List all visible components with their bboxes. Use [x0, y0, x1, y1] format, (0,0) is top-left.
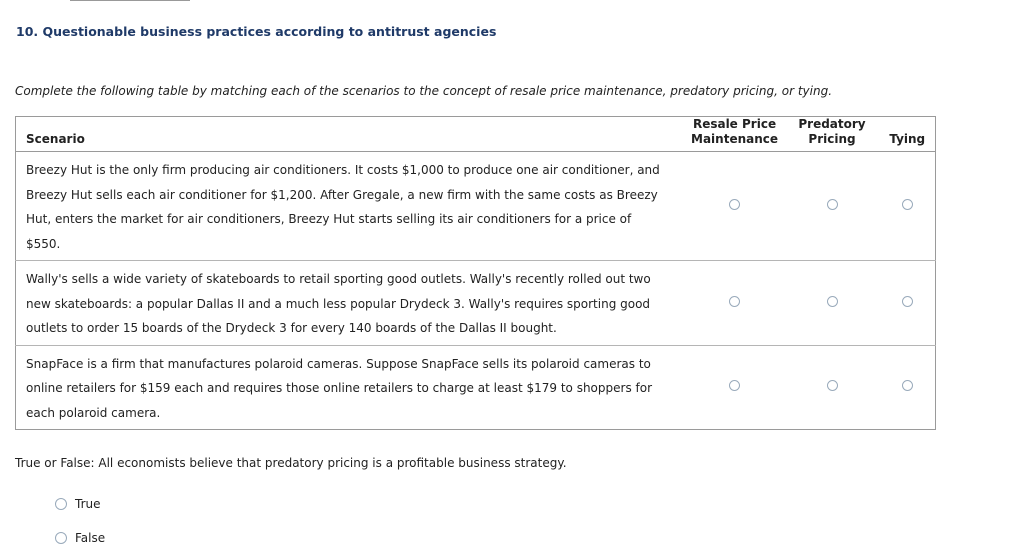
row2-rpm-radio[interactable] [729, 296, 740, 307]
row2-tying-radio[interactable] [902, 296, 913, 307]
table-row [16, 345, 936, 430]
rpm-header-line1: Resale Price [692, 117, 777, 131]
scenario-text: SnapFace is a firm that manufactures polaroid cameras. Suppose SnapFace sells its polaroid cameras to online retailers for $159 each and requires those online retailers to charge at least $179 to shoppers for each polaroid camera. [26, 356, 653, 420]
scenario-text: Wally's sells a wide variety of skateboards to retail sporting good outlets. Wally's recently rolled out two new skateboards: a popular Dallas II and a much less popular Drydeck 3. Wally's requires sporting good outlets to order 15 boards of the Drydeck 3 for every 140 boards of the Dallas II bought. [16, 261, 685, 346]
scenario-column-header: Scenario [16, 117, 685, 152]
row1-predatory-radio[interactable] [827, 199, 838, 210]
row3-tying-radio[interactable] [902, 380, 913, 391]
table-header-row [16, 117, 936, 152]
matching-table [15, 116, 936, 430]
row3-rpm-radio[interactable] [729, 380, 740, 391]
true-option[interactable] [55, 497, 101, 511]
question-title: 10. Questionable business practices according to antitrust agencies [16, 24, 497, 39]
true-label: True [75, 497, 101, 511]
true-false-question: True or False: All economists believe that predatory pricing is a profitable business strategy. [15, 456, 567, 470]
rpm-header-line2: Maintenance [691, 132, 779, 146]
row1-rpm-radio[interactable] [729, 199, 740, 210]
tying-column-header: Tying [879, 117, 935, 152]
true-radio[interactable] [55, 498, 67, 510]
table-row [16, 261, 936, 346]
rpm-column-header [685, 117, 785, 152]
top-divider [70, 0, 190, 1]
false-radio[interactable] [55, 532, 67, 544]
false-option[interactable] [55, 531, 105, 545]
row1-tying-radio[interactable] [902, 199, 913, 210]
row3-predatory-radio[interactable] [827, 380, 838, 391]
table-row [16, 152, 936, 261]
false-label: False [75, 531, 106, 545]
predatory-column-header [785, 117, 880, 152]
instructions-text: Complete the following table by matching each of the scenarios to the concept of resale price maintenance, predatory pricing, or tying. [15, 84, 833, 98]
predatory-header-line2: Pricing [808, 132, 856, 146]
predatory-header-line1: Predatory [798, 117, 866, 131]
row2-predatory-radio[interactable] [827, 296, 838, 307]
scenario-text: Breezy Hut is the only firm producing air conditioners. It costs $1,000 to produce one air conditioner, and Breezy Hut sells each air conditioner for $1,200. After Gregale, a new firm with the same costs as Breezy Hut, enters the market for air conditioners, Breezy Hut starts selling its air conditioners for a price of $550. [16, 152, 685, 261]
